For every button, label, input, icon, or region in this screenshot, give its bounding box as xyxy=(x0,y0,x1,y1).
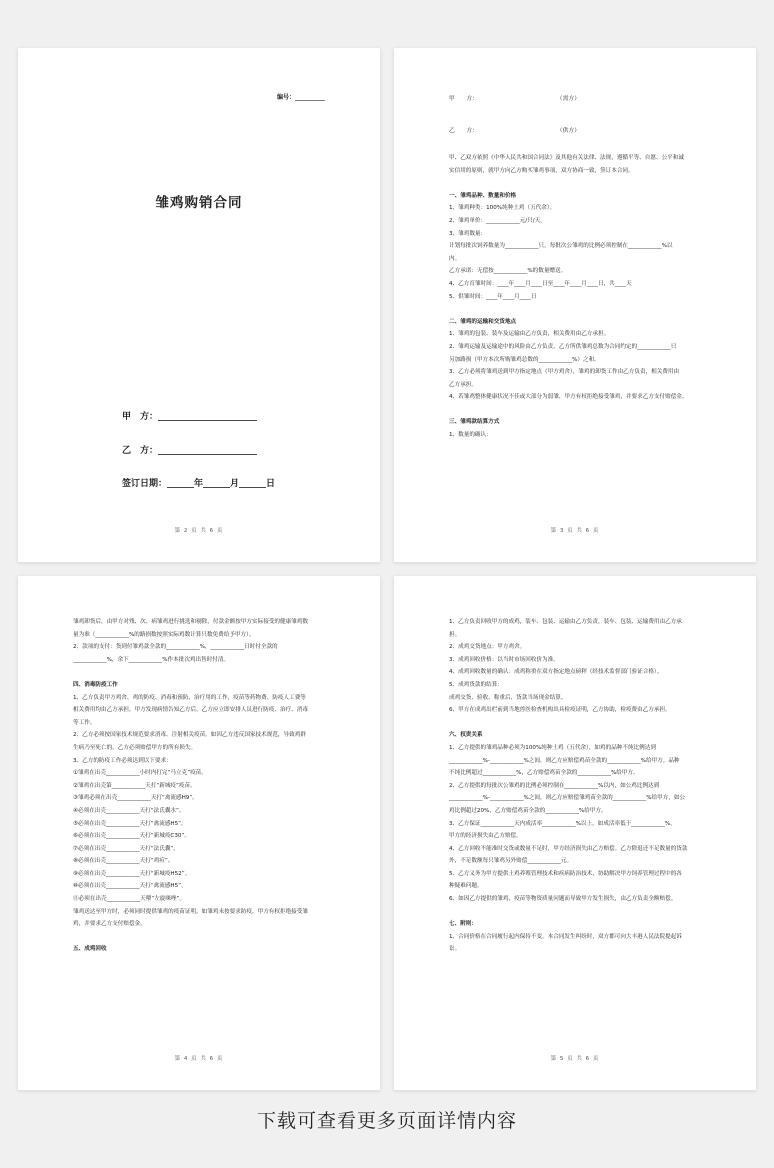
section-heading: 二、雏鸡的运输和交货地点 xyxy=(449,318,517,325)
contract-number: 编号：__________ xyxy=(276,94,325,101)
body-line: ⑪必须在出壳____________天喂“左旋咪唑”。 xyxy=(73,896,186,903)
body-line: ⑦必须在出壳____________天打“法氏囊”。 xyxy=(73,845,179,852)
body-line: 1、合同价格在合同履行起内保持不变。本合同发生纠纷时，双方都可向大丰港人民法院提起诉 xyxy=(449,933,682,940)
page-number: 第 5 页 共 6 页 xyxy=(550,1056,600,1062)
body-line: 2、款项的支付：货到付雏鸡款全款的____________%，____________日时付全款的 xyxy=(73,644,278,651)
party-a-signature-line: 甲 方：______________________ xyxy=(122,412,258,422)
body-line: 5、乙方义务为甲方提供土鸡养殖管理技术和疾病防治技术，协助解决甲方饲养管理过程中的各 xyxy=(449,870,682,877)
body-line: 3、乙方保证____________天内成活率____________%以上，如成活率低于____________%， xyxy=(449,820,676,827)
contract-page-5 xyxy=(394,576,756,1090)
body-line: ⑤必须在出壳____________天打“禽流感H5”。 xyxy=(73,820,187,827)
body-line: 量为准（____________%的路损数按照实际鸡数计算只数免费给予甲方）。 xyxy=(73,631,255,638)
body-line: 1、数量的确认： xyxy=(449,432,492,439)
body-line: ⑩必须在出壳____________天打“禽流感H5”。 xyxy=(73,883,187,890)
spacer xyxy=(73,666,334,679)
spacer xyxy=(449,717,710,730)
party-b-role: （供方） xyxy=(556,128,580,134)
sign-date-line: 签订日期：______年______月______日 xyxy=(122,479,276,489)
party-a-role: （需方） xyxy=(556,96,580,102)
body-line: ____________%，余下____________%作本批次鸡出售时付清。 xyxy=(73,656,230,663)
body-line: 相关费用均由乙方承担。甲方发现病情告知乙方后，乙方应立即安排人员进行防疫、治疗、消毒 xyxy=(73,707,308,714)
body-line: 1、乙方负责回收甲方的成鸡，装车、包装、运输由乙方负责，装车、包装、运输费用由乙方承 xyxy=(449,619,682,625)
party-b-row xyxy=(449,125,710,134)
body-line: ⑥必须在出壳____________天打“新城疫C30”。 xyxy=(73,833,190,840)
body-line: 讼。 xyxy=(449,946,461,953)
body-line: 外，不足数额每只雏鸡另外赔偿____________元。 xyxy=(449,858,573,865)
cover-page xyxy=(18,48,380,562)
section-heading: 六、权责关系 xyxy=(449,732,483,739)
body-line: 4、成鸡回收数量的确认：成鸡称重在双方指定地点磅秤（经技术监督部门验证合格）。 xyxy=(449,669,663,676)
body-line: 另加路损（甲方本次所购雏鸡总数的____________%）之和。 xyxy=(449,356,600,363)
section-heading: 三、雏鸡款结算方式 xyxy=(449,419,500,426)
body-line: 2、乙方必须按国家技术规范要求消毒、注射相关疫苗。如因乙方违反国家技术规范，导致鸡群 xyxy=(73,732,306,739)
body-line: 6、甲方在成鸡出栏前到当地兽医检查机构出具检疫证明，乙方协助，检疫费由乙方承担。 xyxy=(449,707,671,714)
section-heading: 五、成鸡回收 xyxy=(73,946,107,953)
body-line: 生病乃至死亡的，乙方必须赔偿甲方的所有损失。 xyxy=(73,744,197,751)
page-number: 第 2 页 共 6 页 xyxy=(174,528,224,534)
section-heading: 一、雏鸡品种、数量和价格 xyxy=(449,192,517,199)
body-line: ____________%-____________%之间，则乙方应赔偿雏鸡苗全款的____________%给甲方，如公 xyxy=(449,795,686,802)
body-line: 成鸡交货、验收、称重后，货款当场现金结算。 xyxy=(449,694,567,701)
body-line: ⑧必须在出壳____________天打“鸡痘”。 xyxy=(73,858,174,865)
page-5-body xyxy=(449,616,710,956)
body-line: ④必须在出壳____________天打“法氏囊水”。 xyxy=(73,807,185,814)
body-line: 4、若雏鸡整体健康状况不佳或大部分为弱雏，甲方有权拒绝接受雏鸡，并要求乙方支付赔偿金。 xyxy=(449,394,688,401)
body-line: ⑨必须在出壳____________天打“新城疫H52”。 xyxy=(73,870,191,877)
body-line: 3、乙方必须将雏鸡送到甲方指定地点（甲方鸡舍），雏鸡的卸货工作由乙方负责，相关费用由 xyxy=(449,369,680,376)
body-line: 雏鸡卸货后，由甲方对残、次、病雏鸡进行挑选和剔除，付款金额按甲方实际接受的健康雏鸡数 xyxy=(73,619,308,625)
body-line: 实信用的原则，就甲方向乙方购买雏鸡事项，双方协商一致，签订本合同。 xyxy=(449,167,634,174)
body-line: 2、成鸡交货地点：甲方鸡舍。 xyxy=(449,644,526,651)
party-b-label: 乙 方： xyxy=(449,128,478,134)
body-line: 计划每批次饲养数量为____________只，每批次公雏鸡的比例必须控制在____________%以 xyxy=(449,243,673,250)
body-line: 1、雏鸡的包装、装车及运输由乙方负责，相关费用由乙方承担。 xyxy=(449,331,610,338)
body-line: 6、如因乙方提供的雏鸡、疫苗等物资质量问题而导致甲方发生损失，由乙方负责全额赔偿。 xyxy=(449,896,677,903)
party-a-label: 甲 方： xyxy=(449,96,478,102)
spacer xyxy=(449,404,710,417)
body-line: 雏鸡送达至甲方时，必须同时提供雏鸡的疫苗证明。如雏鸡未按要求防疫，甲方有权拒绝接受雏 xyxy=(73,908,308,915)
body-line: ①雏鸡在出壳____________小时内打完“马立克”疫苗。 xyxy=(73,770,207,777)
body-line: ③雏鸡必须在出壳____________天打“禽流感H9”。 xyxy=(73,795,198,802)
body-line: 3、成鸡回收价格：以当时市场回收价为准。 xyxy=(449,656,559,663)
body-line: 3、雏鸡数量： xyxy=(449,230,487,237)
body-line: 等工作。 xyxy=(73,719,96,726)
body-line: 1、乙方提供的雏鸡品种必须为100%纯种土鸡（五代余），如鸡的品种不纯比例达到 xyxy=(449,744,656,751)
body-line: 乙方承诺：无偿按____________%的数量赠送。 xyxy=(449,268,567,275)
page-4-body xyxy=(73,616,334,956)
body-line: 1、雏鸡种类：100%纯种土鸡（五代余）。 xyxy=(449,205,556,212)
body-line: 2、雏鸡运输及运输途中的风险由乙方负责，乙方所供雏鸡总数为合同约定的____________只 xyxy=(449,343,677,350)
body-line: 1、乙方负责甲方鸡舍、鸡的防疫、消毒和预防、治疗用的工作，疫苗等药物费、防疫人工费等 xyxy=(73,694,306,701)
party-b-signature-line: 乙 方：______________________ xyxy=(122,446,258,456)
body-line: 乙方承担。 xyxy=(449,381,477,388)
body-line: 2、雏鸡单价：____________元/只/天。 xyxy=(449,217,546,224)
spacer xyxy=(73,931,334,944)
page-number: 第 4 页 共 6 页 xyxy=(174,1056,224,1062)
body-line: 种疑难问题。 xyxy=(449,883,483,890)
contract-page-3 xyxy=(394,48,756,562)
body-line: 5、成鸡货款的结算： xyxy=(449,681,503,688)
body-line: 内。 xyxy=(449,255,461,262)
body-line: 不纯比例超过____________%，乙方赔偿鸡苗全款的____________%给甲方。 xyxy=(449,770,639,777)
body-line: ②雏鸡在出壳第____________天打“新城疫”疫苗。 xyxy=(73,782,196,789)
body-line: ____________%-____________%之间，则乙方应赔偿鸡苗全款的____________%给甲方。品种 xyxy=(449,757,680,764)
spacer xyxy=(449,303,710,316)
download-more-prompt[interactable]: 下载可查看更多页面详情内容 xyxy=(256,1110,517,1132)
page-number: 第 3 页 共 6 页 xyxy=(550,528,600,534)
body-line: 4、乙方回收不能准时交货或数量不足时，甲方经济损失由乙方赔偿。乙方除退还不足数量的货款 xyxy=(449,845,688,852)
body-line: 鸡比例超过20%，乙方赔偿鸡苗全款的____________%给甲方。 xyxy=(449,807,607,814)
spacer xyxy=(449,177,710,190)
contract-page-4 xyxy=(18,576,380,1090)
body-line: 鸡，并要求乙方支付赔偿金。 xyxy=(73,921,146,928)
body-line: 担。 xyxy=(449,631,461,638)
body-line: 甲、乙双方依照《中华人民共和国合同法》及其他有关法律、法规，遵循平等、自愿、公平和诚 xyxy=(449,155,684,161)
body-line: 4、乙方育雏时间：____年____月____日至____年____月____日，共____天 xyxy=(449,280,632,287)
body-line: 甲方的经济损失由乙方赔偿。 xyxy=(449,833,522,840)
section-heading: 七、附则： xyxy=(449,921,477,928)
contract-title: 雏鸡购销合同 xyxy=(155,195,243,211)
body-line: 3、乙方的防疫工作必须达到以下要求： xyxy=(73,757,172,764)
body-line: 2、乙方提供的每批次公雏鸡的比例必须控制在____________%以内，如公鸡比例达到 xyxy=(449,782,660,789)
party-a-row xyxy=(449,93,710,102)
body-line: 5、供雏时间：____年____月____日 xyxy=(449,293,537,300)
spacer xyxy=(449,906,710,919)
page-3-body xyxy=(449,152,710,442)
section-heading: 四、消毒防疫工作 xyxy=(73,681,118,688)
